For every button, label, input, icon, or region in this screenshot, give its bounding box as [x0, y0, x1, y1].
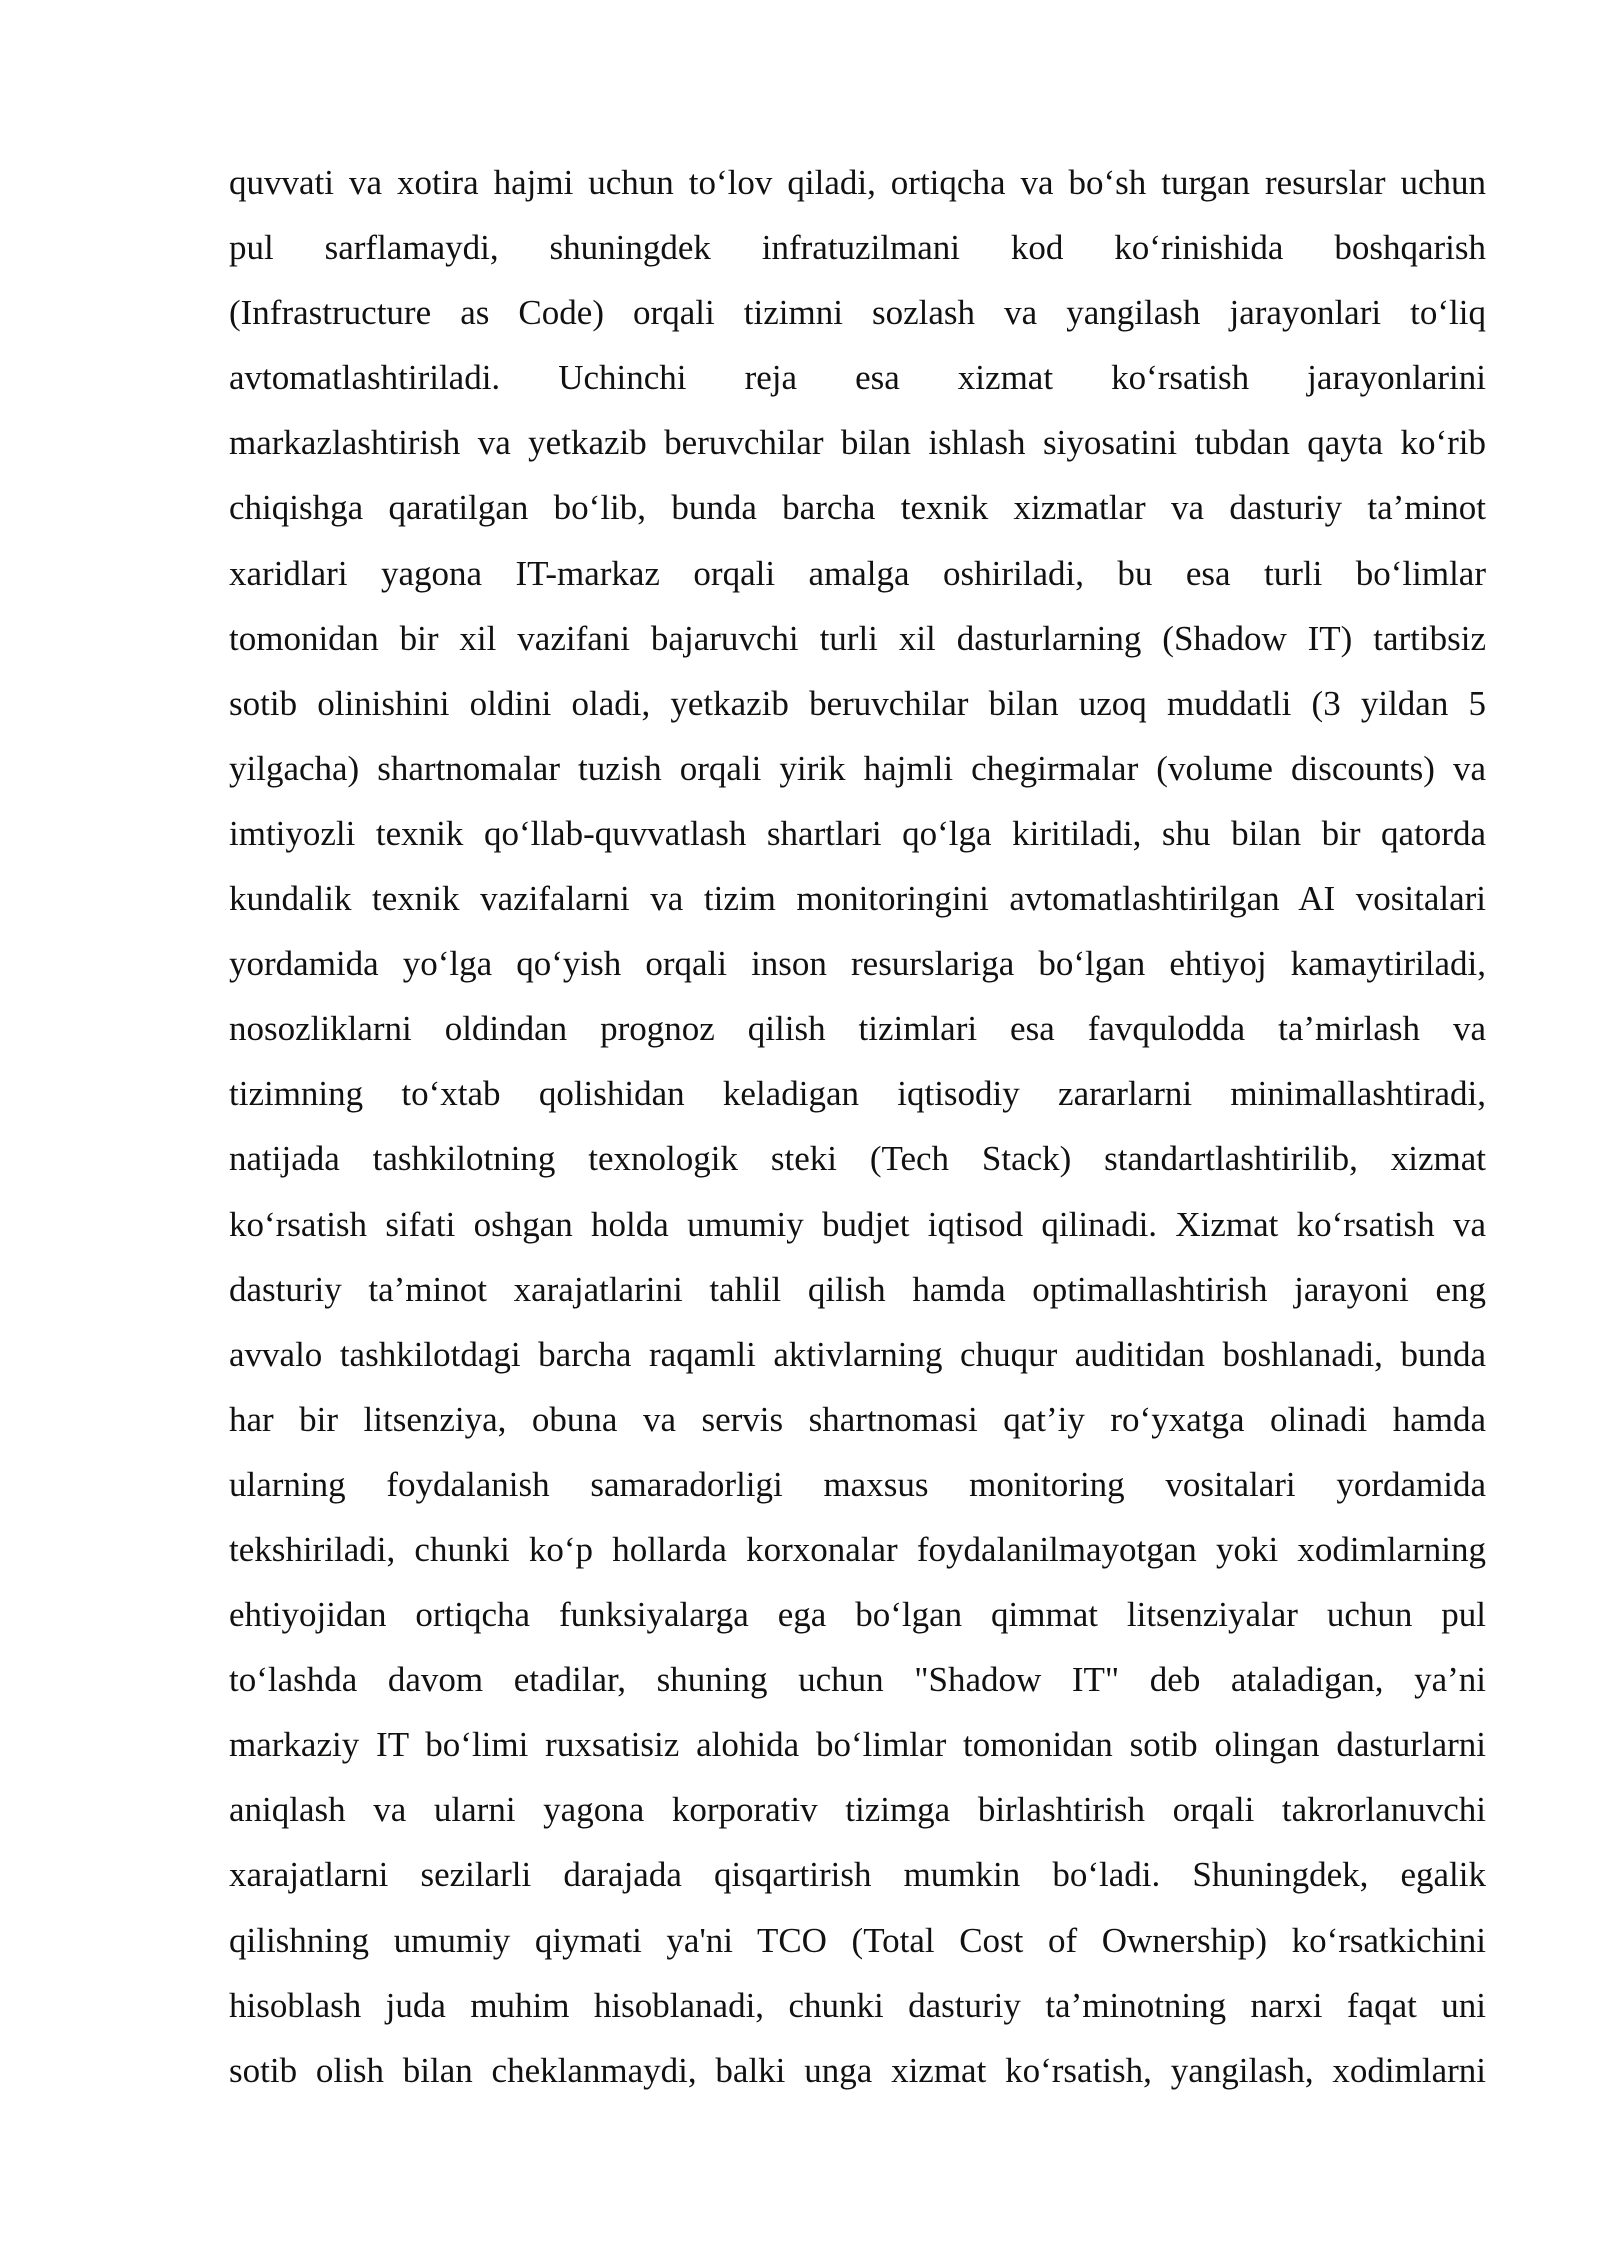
- text-line: dasturiy ta’minot xarajatlarini tahlil qilish hamda optimallashtirish jarayoni eng: [229, 1269, 1486, 1309]
- text-line: natijada tashkilotning texnologik steki (Tech Stack) standartlashtirilib, xizmat: [229, 1139, 1486, 1179]
- text-line: yordamida yo‘lga qo‘yish orqali inson resurslariga bo‘lgan ehtiyoj kamaytiriladi,: [229, 944, 1486, 984]
- text-line: aniqlash va ularni yagona korporativ tizimga birlashtirish orqali takrorlanuvchi: [229, 1790, 1486, 1830]
- text-line: ularning foydalanish samaradorligi maxsus monitoring vositalari yordamida: [229, 1464, 1486, 1504]
- text-line: kundalik texnik vazifalarni va tizim monitoringini avtomatlashtirilgan AI vositalari: [229, 879, 1486, 919]
- text-line: to‘lashda davom etadilar, shuning uchun "Shadow IT" deb ataladigan, ya’ni: [229, 1660, 1486, 1700]
- text-line: tizimning to‘xtab qolishidan keladigan iqtisodiy zararlarni minimallashtiradi,: [229, 1074, 1486, 1114]
- body-paragraph: [229, 150, 1486, 2103]
- text-line: tekshiriladi, chunki ko‘p hollarda korxonalar foydalanilmayotgan yoki xodimlarning: [229, 1529, 1486, 1569]
- text-line: xaridlari yagona IT-markaz orqali amalga oshiriladi, bu esa turli bo‘limlar: [229, 553, 1486, 593]
- text-line: avvalo tashkilotdagi barcha raqamli aktivlarning chuqur auditidan boshlanadi, bunda: [229, 1334, 1486, 1374]
- text-line: tomonidan bir xil vazifani bajaruvchi turli xil dasturlarning (Shadow IT) tartibsiz: [229, 618, 1486, 658]
- text-line: chiqishga qaratilgan bo‘lib, bunda barcha texnik xizmatlar va dasturiy ta’minot: [229, 488, 1486, 528]
- text-line: markaziy IT bo‘limi ruxsatisiz alohida bo‘limlar tomonidan sotib olingan dasturlarni: [229, 1725, 1486, 1765]
- text-line: yilgacha) shartnomalar tuzish orqali yirik hajmli chegirmalar (volume discounts) va: [229, 748, 1486, 788]
- text-line: hisoblash juda muhim hisoblanadi, chunki dasturiy ta’minotning narxi faqat uni: [229, 1985, 1486, 2025]
- text-line: har bir litsenziya, obuna va servis shartnomasi qat’iy ro‘yxatga olinadi hamda: [229, 1399, 1486, 1439]
- text-line: (Infrastructure as Code) orqali tizimni sozlash va yangilash jarayonlari to‘liq: [229, 293, 1486, 333]
- text-line: ko‘rsatish sifati oshgan holda umumiy budjet iqtisod qilinadi. Xizmat ko‘rsatish va: [229, 1204, 1486, 1244]
- text-line: avtomatlashtiriladi. Uchinchi reja esa xizmat ko‘rsatish jarayonlarini: [229, 358, 1486, 398]
- text-line: xarajatlarni sezilarli darajada qisqartirish mumkin bo‘ladi. Shuningdek, egalik: [229, 1855, 1486, 1895]
- text-line: nosozliklarni oldindan prognoz qilish tizimlari esa favqulodda ta’mirlash va: [229, 1009, 1486, 1049]
- text-line: quvvati va xotira hajmi uchun to‘lov qiladi, ortiqcha va bo‘sh turgan resurslar uchun: [229, 163, 1486, 202]
- text-line: qilishning umumiy qiymati ya'ni TCO (Total Cost of Ownership) ko‘rsatkichini: [229, 1920, 1486, 1960]
- text-line: markazlashtirish va yetkazib beruvchilar bilan ishlash siyosatini tubdan qayta ko‘rib: [229, 423, 1486, 463]
- text-line: pul sarflamaydi, shuningdek infratuzilmani kod ko‘rinishida boshqarish: [229, 228, 1486, 268]
- text-line: imtiyozli texnik qo‘llab-quvvatlash shartlari qo‘lga kiritiladi, shu bilan bir qatorda: [229, 813, 1486, 853]
- text-line: sotib olinishini oldini oladi, yetkazib beruvchilar bilan uzoq muddatli (3 yildan 5: [229, 683, 1486, 723]
- text-line: sotib olish bilan cheklanmaydi, balki unga xizmat ko‘rsatish, yangilash, xodimlarni: [229, 2050, 1486, 2090]
- text-line: ehtiyojidan ortiqcha funksiyalarga ega bo‘lgan qimmat litsenziyalar uchun pul: [229, 1595, 1486, 1635]
